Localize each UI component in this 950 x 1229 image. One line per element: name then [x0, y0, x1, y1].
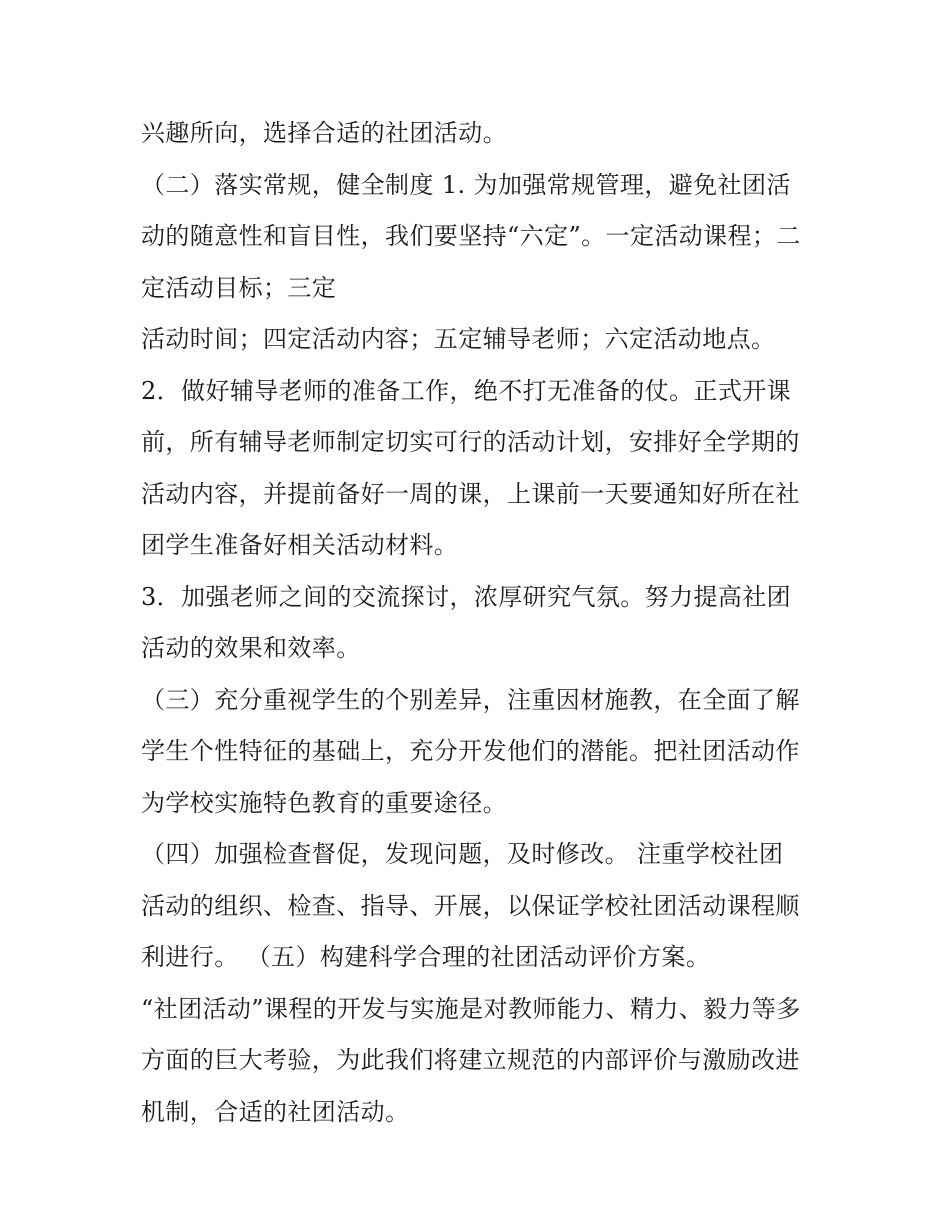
text-line: 3．加强老师之间的交流探讨，浓厚研究气氛。努力提高社团 [141, 582, 792, 611]
text-line: 前，所有辅导老师制定切实可行的活动计划，安排好全学期的 [141, 428, 800, 456]
text-line: 利进行。 （五）构建科学合理的社团活动评价方案。 [141, 943, 711, 971]
text-line: 活动时间；四定活动内容；五定辅导老师；六定活动地点。 [141, 325, 776, 353]
text-line: （二）落实常规，健全制度 1. 为加强常规管理，避免社团活 [141, 170, 791, 199]
text-line: 学生个性特征的基础上，充分开发他们的潜能。把社团活动作 [141, 737, 800, 765]
text-line: 为学校实施特色教育的重要途径。 [141, 788, 507, 817]
text-line: 定活动目标；三定 [141, 273, 337, 302]
text-line: （三）充分重视学生的个别差异，注重因材施教，在全面了解 [141, 685, 800, 714]
text-line: 2．做好辅导老师的准备工作，绝不打无准备的仗。正式开课 [141, 376, 792, 405]
text-line: 方面的巨大考验，为此我们将建立规范的内部评价与激励改进 [141, 1046, 800, 1074]
text-line: 活动的组织、检查、指导、开展，以保证学校社团活动课程顺 [141, 891, 800, 920]
text-line: 团学生准备好相关活动材料。 [141, 531, 459, 559]
document-body [141, 108, 821, 1138]
text-line: “社团活动”课程的开发与实施是对教师能力、精力、毅力等多 [141, 994, 801, 1023]
text-line: 机制，合适的社团活动。 [141, 1097, 410, 1126]
text-line: 兴趣所向，选择合适的社团活动。 [141, 119, 507, 147]
text-line: 活动的效果和效率。 [141, 634, 361, 662]
text-line: 活动内容，并提前备好一周的课，上课前一天要通知好所在社 [141, 479, 800, 508]
text-line: 动的随意性和盲目性，我们要坚持“六定”。一定活动课程；二 [141, 222, 801, 250]
text-line: （四）加强检查督促，发现问题，及时修改。 注重学校社团 [141, 840, 784, 868]
